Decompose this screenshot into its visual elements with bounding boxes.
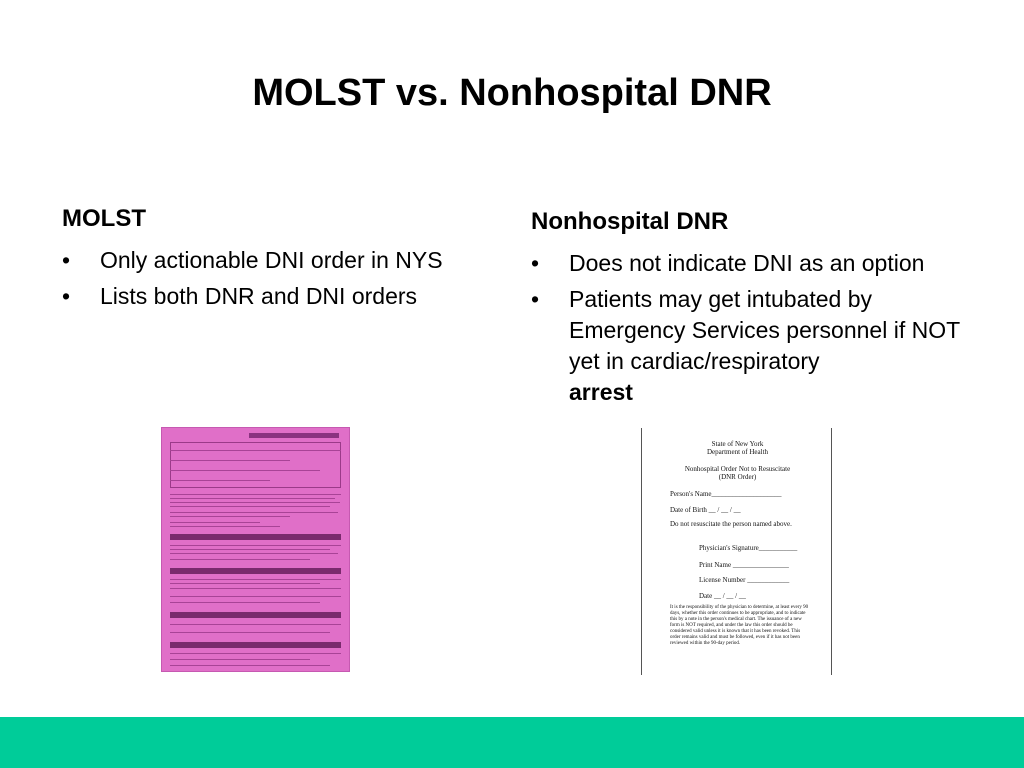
form-section-bar xyxy=(170,534,341,540)
list-item xyxy=(62,281,502,312)
bullet-text: Only actionable DNI order in NYS xyxy=(100,247,443,273)
form-line xyxy=(170,553,338,554)
form-line xyxy=(170,498,335,499)
molst-heading: MOLST xyxy=(62,205,146,232)
form-line xyxy=(170,596,341,597)
dnr-form-dob: Date of Birth __ / __ / __ xyxy=(670,506,741,514)
dnr-form-date: Date __ / __ / __ xyxy=(699,592,746,600)
form-line xyxy=(170,512,338,513)
molst-bullet-list xyxy=(62,245,502,312)
dnr-form-license: License Number ____________ xyxy=(699,576,790,584)
form-line xyxy=(170,579,341,580)
form-line xyxy=(170,588,341,589)
form-line xyxy=(170,624,341,625)
form-header-bar xyxy=(249,433,339,438)
form-line xyxy=(170,559,310,560)
form-line xyxy=(170,522,260,523)
dnr-form-physician-sig: Physician's Signature___________ xyxy=(699,544,798,552)
list-item xyxy=(531,248,981,279)
dnr-form-subtitle: (DNR Order) xyxy=(718,473,757,481)
dnr-form-do-not: Do not resuscitate the person named above. xyxy=(670,520,792,528)
form-line xyxy=(170,602,320,603)
form-line xyxy=(170,450,341,451)
form-line xyxy=(170,470,320,471)
form-section-bar xyxy=(170,568,341,574)
form-line xyxy=(170,502,340,503)
form-line xyxy=(170,659,310,660)
form-line xyxy=(170,460,290,461)
footer-accent-bar xyxy=(0,717,1024,768)
dnr-form-print-name: Print Name ________________ xyxy=(699,561,789,569)
bullet-marker: • xyxy=(62,247,71,273)
bullet-text-bold: arrest xyxy=(569,379,633,405)
form-line xyxy=(170,549,330,550)
form-section-bar xyxy=(170,642,341,648)
dnr-form-persons-name: Person's Name____________________ xyxy=(670,490,782,498)
molst-column xyxy=(62,203,502,317)
list-item xyxy=(531,284,981,408)
dnr-column xyxy=(531,206,981,413)
dnr-bullet-list xyxy=(531,248,981,408)
bullet-text: Lists both DNR and DNI orders xyxy=(100,283,418,309)
form-line xyxy=(170,480,270,481)
dnr-form-dept: Department of Health xyxy=(706,448,769,456)
dnr-form-image xyxy=(641,428,832,675)
form-line xyxy=(170,665,330,666)
form-patient-box xyxy=(170,442,341,488)
list-item xyxy=(62,245,502,276)
form-line xyxy=(170,494,341,495)
form-section-bar xyxy=(170,612,341,618)
dnr-heading: Nonhospital DNR xyxy=(531,208,729,235)
bullet-marker: • xyxy=(531,286,540,312)
bullet-marker: • xyxy=(62,283,71,309)
form-line xyxy=(170,545,341,546)
form-line xyxy=(170,506,330,507)
bullet-text: Patients may get intubated by Emergency Services personnel if NOT yet in cardiac/respiratory xyxy=(569,286,960,374)
dnr-form-state: State of New York xyxy=(711,440,764,448)
bullet-marker: • xyxy=(531,250,540,276)
bullet-text: Does not indicate DNI as an option xyxy=(569,250,925,276)
form-line xyxy=(170,653,341,654)
dnr-form-title: Nonhospital Order Not to Resuscitate xyxy=(684,465,791,473)
dnr-form-note: It is the responsibility of the physician to determine, at least every 90 days, whether this order continues to be appropriate, and to indicate this by a note in the person's medical chart. The issuance of a new form is NOT required, and under the law this order should be considered valid unless it is known that it has been revoked. This order remains valid and must be followed, even if it has not been reviewed within the 90-day period. xyxy=(670,605,809,646)
slide-title: MOLST vs. Nonhospital DNR xyxy=(252,72,772,114)
form-line xyxy=(170,583,320,584)
form-line xyxy=(170,516,290,517)
form-line xyxy=(170,526,280,527)
form-line xyxy=(170,632,330,633)
molst-form-image xyxy=(161,427,350,672)
